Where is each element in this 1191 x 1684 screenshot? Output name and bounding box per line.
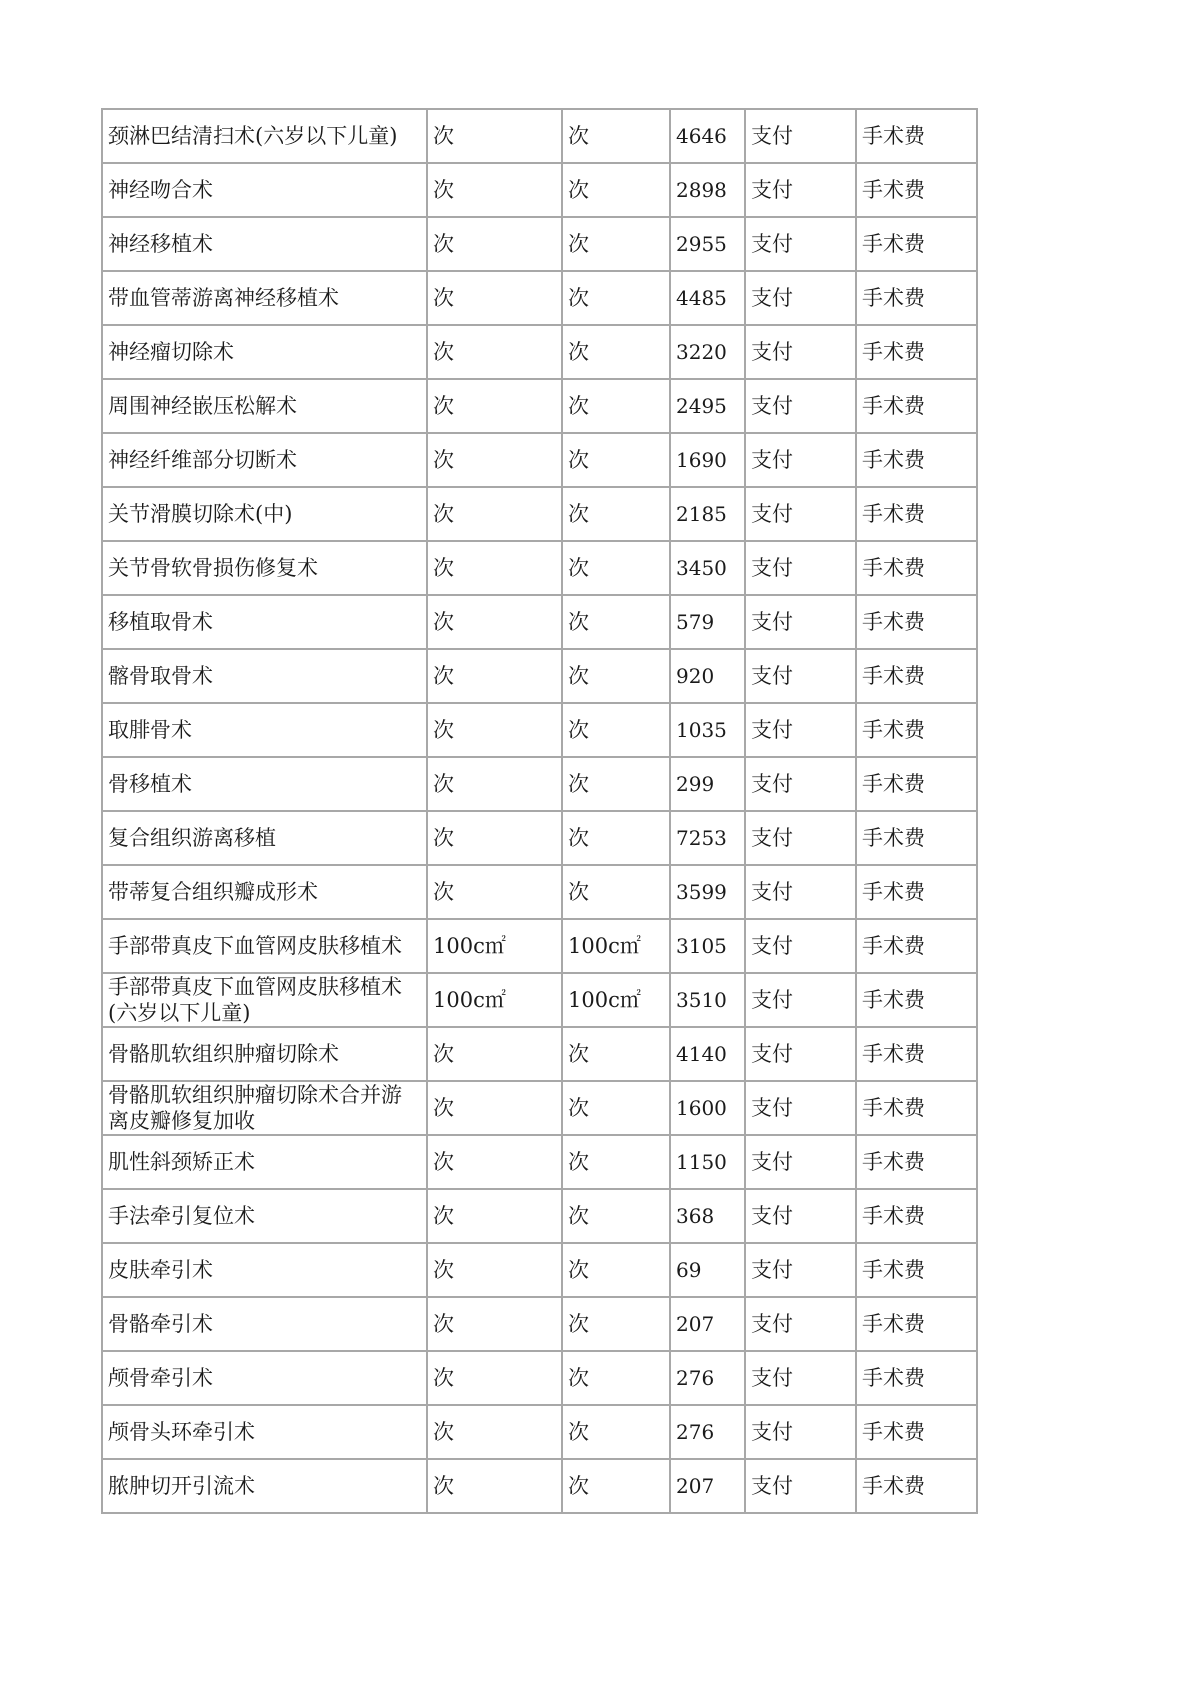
fee-category-cell: 手术费	[856, 973, 977, 1027]
unit-cell: 次	[427, 271, 562, 325]
table-row	[102, 1459, 977, 1513]
table-row	[102, 919, 977, 973]
fee-category-cell: 手术费	[856, 1189, 977, 1243]
price-cell: 3450	[670, 541, 745, 595]
table-row	[102, 703, 977, 757]
price-cell: 579	[670, 595, 745, 649]
payment-status-cell: 支付	[745, 973, 856, 1027]
payment-status-cell: 支付	[745, 325, 856, 379]
payment-status-cell: 支付	[745, 703, 856, 757]
table-row	[102, 1135, 977, 1189]
payment-status-cell: 支付	[745, 379, 856, 433]
fee-category-cell: 手术费	[856, 595, 977, 649]
item-name-cell: 手部带真皮下血管网皮肤移植术(六岁以下儿童)	[102, 973, 427, 1027]
item-name-cell: 颈淋巴结清扫术(六岁以下儿童)	[102, 109, 427, 163]
fee-category-cell: 手术费	[856, 1243, 977, 1297]
table-row	[102, 163, 977, 217]
fee-category-cell: 手术费	[856, 487, 977, 541]
price-cell: 3220	[670, 325, 745, 379]
price-cell: 920	[670, 649, 745, 703]
payment-status-cell: 支付	[745, 217, 856, 271]
table-row	[102, 865, 977, 919]
billing-unit-cell: 100c㎡	[562, 919, 670, 973]
fee-table	[101, 108, 978, 1514]
unit-cell: 次	[427, 379, 562, 433]
price-cell: 1690	[670, 433, 745, 487]
fee-category-cell: 手术费	[856, 163, 977, 217]
fee-category-cell: 手术费	[856, 1459, 977, 1513]
price-cell: 2495	[670, 379, 745, 433]
table-row	[102, 1189, 977, 1243]
billing-unit-cell: 次	[562, 865, 670, 919]
unit-cell: 次	[427, 1081, 562, 1135]
billing-unit-cell: 次	[562, 1243, 670, 1297]
table-row	[102, 433, 977, 487]
fee-category-cell: 手术费	[856, 865, 977, 919]
item-name-cell: 带蒂复合组织瓣成形术	[102, 865, 427, 919]
unit-cell: 次	[427, 487, 562, 541]
item-name-cell: 手法牵引复位术	[102, 1189, 427, 1243]
fee-category-cell: 手术费	[856, 649, 977, 703]
payment-status-cell: 支付	[745, 865, 856, 919]
fee-category-cell: 手术费	[856, 1405, 977, 1459]
price-cell: 4646	[670, 109, 745, 163]
unit-cell: 次	[427, 1459, 562, 1513]
unit-cell: 次	[427, 109, 562, 163]
unit-cell: 次	[427, 1135, 562, 1189]
payment-status-cell: 支付	[745, 1135, 856, 1189]
unit-cell: 次	[427, 433, 562, 487]
unit-cell: 次	[427, 1297, 562, 1351]
unit-cell: 次	[427, 757, 562, 811]
item-name-cell: 神经吻合术	[102, 163, 427, 217]
item-name-cell: 手部带真皮下血管网皮肤移植术	[102, 919, 427, 973]
item-name-cell: 复合组织游离移植	[102, 811, 427, 865]
fee-category-cell: 手术费	[856, 1135, 977, 1189]
price-cell: 299	[670, 757, 745, 811]
price-cell: 1600	[670, 1081, 745, 1135]
unit-cell: 次	[427, 703, 562, 757]
item-name-cell: 关节滑膜切除术(中)	[102, 487, 427, 541]
price-cell: 3105	[670, 919, 745, 973]
table-row	[102, 541, 977, 595]
fee-category-cell: 手术费	[856, 325, 977, 379]
table-row	[102, 757, 977, 811]
item-name-cell: 带血管蒂游离神经移植术	[102, 271, 427, 325]
billing-unit-cell: 次	[562, 1297, 670, 1351]
fee-category-cell: 手术费	[856, 541, 977, 595]
table-row	[102, 1405, 977, 1459]
payment-status-cell: 支付	[745, 811, 856, 865]
payment-status-cell: 支付	[745, 757, 856, 811]
item-name-cell: 骨骼肌软组织肿瘤切除术合并游离皮瓣修复加收	[102, 1081, 427, 1135]
price-cell: 1035	[670, 703, 745, 757]
item-name-cell: 神经瘤切除术	[102, 325, 427, 379]
fee-category-cell: 手术费	[856, 703, 977, 757]
unit-cell: 次	[427, 1027, 562, 1081]
unit-cell: 次	[427, 1405, 562, 1459]
table-row	[102, 109, 977, 163]
payment-status-cell: 支付	[745, 1405, 856, 1459]
table-row	[102, 649, 977, 703]
fee-category-cell: 手术费	[856, 811, 977, 865]
unit-cell: 次	[427, 325, 562, 379]
billing-unit-cell: 次	[562, 595, 670, 649]
unit-cell: 次	[427, 811, 562, 865]
unit-cell: 次	[427, 217, 562, 271]
billing-unit-cell: 次	[562, 1405, 670, 1459]
unit-cell: 次	[427, 1243, 562, 1297]
payment-status-cell: 支付	[745, 649, 856, 703]
payment-status-cell: 支付	[745, 1297, 856, 1351]
table-row	[102, 1297, 977, 1351]
payment-status-cell: 支付	[745, 1027, 856, 1081]
item-name-cell: 神经移植术	[102, 217, 427, 271]
billing-unit-cell: 次	[562, 1189, 670, 1243]
price-cell: 69	[670, 1243, 745, 1297]
item-name-cell: 取腓骨术	[102, 703, 427, 757]
item-name-cell: 骨骼肌软组织肿瘤切除术	[102, 1027, 427, 1081]
item-name-cell: 骨移植术	[102, 757, 427, 811]
payment-status-cell: 支付	[745, 109, 856, 163]
payment-status-cell: 支付	[745, 433, 856, 487]
billing-unit-cell: 次	[562, 1135, 670, 1189]
price-cell: 207	[670, 1297, 745, 1351]
table-row	[102, 1351, 977, 1405]
billing-unit-cell: 100c㎡	[562, 973, 670, 1027]
billing-unit-cell: 次	[562, 487, 670, 541]
price-cell: 1150	[670, 1135, 745, 1189]
unit-cell: 次	[427, 595, 562, 649]
item-name-cell: 髂骨取骨术	[102, 649, 427, 703]
billing-unit-cell: 次	[562, 217, 670, 271]
table-row	[102, 973, 977, 1027]
fee-category-cell: 手术费	[856, 271, 977, 325]
payment-status-cell: 支付	[745, 1081, 856, 1135]
price-cell: 207	[670, 1459, 745, 1513]
price-cell: 276	[670, 1351, 745, 1405]
billing-unit-cell: 次	[562, 757, 670, 811]
fee-category-cell: 手术费	[856, 1027, 977, 1081]
fee-category-cell: 手术费	[856, 919, 977, 973]
billing-unit-cell: 次	[562, 271, 670, 325]
billing-unit-cell: 次	[562, 163, 670, 217]
fee-category-cell: 手术费	[856, 379, 977, 433]
payment-status-cell: 支付	[745, 919, 856, 973]
payment-status-cell: 支付	[745, 1189, 856, 1243]
billing-unit-cell: 次	[562, 1027, 670, 1081]
price-cell: 2955	[670, 217, 745, 271]
price-cell: 368	[670, 1189, 745, 1243]
billing-unit-cell: 次	[562, 703, 670, 757]
item-name-cell: 神经纤维部分切断术	[102, 433, 427, 487]
price-cell: 4485	[670, 271, 745, 325]
payment-status-cell: 支付	[745, 271, 856, 325]
billing-unit-cell: 次	[562, 811, 670, 865]
unit-cell: 次	[427, 541, 562, 595]
item-name-cell: 颅骨头环牵引术	[102, 1405, 427, 1459]
price-cell: 2185	[670, 487, 745, 541]
fee-category-cell: 手术费	[856, 1081, 977, 1135]
payment-status-cell: 支付	[745, 487, 856, 541]
table-row	[102, 1243, 977, 1297]
billing-unit-cell: 次	[562, 325, 670, 379]
table-row	[102, 379, 977, 433]
billing-unit-cell: 次	[562, 109, 670, 163]
table-row	[102, 487, 977, 541]
unit-cell: 次	[427, 163, 562, 217]
payment-status-cell: 支付	[745, 1459, 856, 1513]
billing-unit-cell: 次	[562, 379, 670, 433]
table-row	[102, 1081, 977, 1135]
unit-cell: 100c㎡	[427, 919, 562, 973]
item-name-cell: 关节骨软骨损伤修复术	[102, 541, 427, 595]
table-row	[102, 811, 977, 865]
unit-cell: 次	[427, 649, 562, 703]
payment-status-cell: 支付	[745, 595, 856, 649]
unit-cell: 次	[427, 1351, 562, 1405]
unit-cell: 次	[427, 865, 562, 919]
item-name-cell: 肌性斜颈矫正术	[102, 1135, 427, 1189]
price-cell: 276	[670, 1405, 745, 1459]
table-row	[102, 271, 977, 325]
price-cell: 3599	[670, 865, 745, 919]
fee-category-cell: 手术费	[856, 1351, 977, 1405]
payment-status-cell: 支付	[745, 1351, 856, 1405]
fee-category-cell: 手术费	[856, 109, 977, 163]
price-cell: 7253	[670, 811, 745, 865]
billing-unit-cell: 次	[562, 1351, 670, 1405]
billing-unit-cell: 次	[562, 1459, 670, 1513]
price-cell: 4140	[670, 1027, 745, 1081]
table-row	[102, 217, 977, 271]
item-name-cell: 颅骨牵引术	[102, 1351, 427, 1405]
item-name-cell: 脓肿切开引流术	[102, 1459, 427, 1513]
table-row	[102, 1027, 977, 1081]
payment-status-cell: 支付	[745, 163, 856, 217]
billing-unit-cell: 次	[562, 433, 670, 487]
unit-cell: 100c㎡	[427, 973, 562, 1027]
fee-category-cell: 手术费	[856, 757, 977, 811]
item-name-cell: 骨骼牵引术	[102, 1297, 427, 1351]
unit-cell: 次	[427, 1189, 562, 1243]
fee-category-cell: 手术费	[856, 217, 977, 271]
fee-table-body	[102, 109, 977, 1513]
fee-category-cell: 手术费	[856, 433, 977, 487]
payment-status-cell: 支付	[745, 1243, 856, 1297]
billing-unit-cell: 次	[562, 1081, 670, 1135]
billing-unit-cell: 次	[562, 541, 670, 595]
payment-status-cell: 支付	[745, 541, 856, 595]
item-name-cell: 周围神经嵌压松解术	[102, 379, 427, 433]
price-cell: 2898	[670, 163, 745, 217]
price-cell: 3510	[670, 973, 745, 1027]
billing-unit-cell: 次	[562, 649, 670, 703]
fee-category-cell: 手术费	[856, 1297, 977, 1351]
item-name-cell: 移植取骨术	[102, 595, 427, 649]
table-row	[102, 325, 977, 379]
item-name-cell: 皮肤牵引术	[102, 1243, 427, 1297]
table-row	[102, 595, 977, 649]
